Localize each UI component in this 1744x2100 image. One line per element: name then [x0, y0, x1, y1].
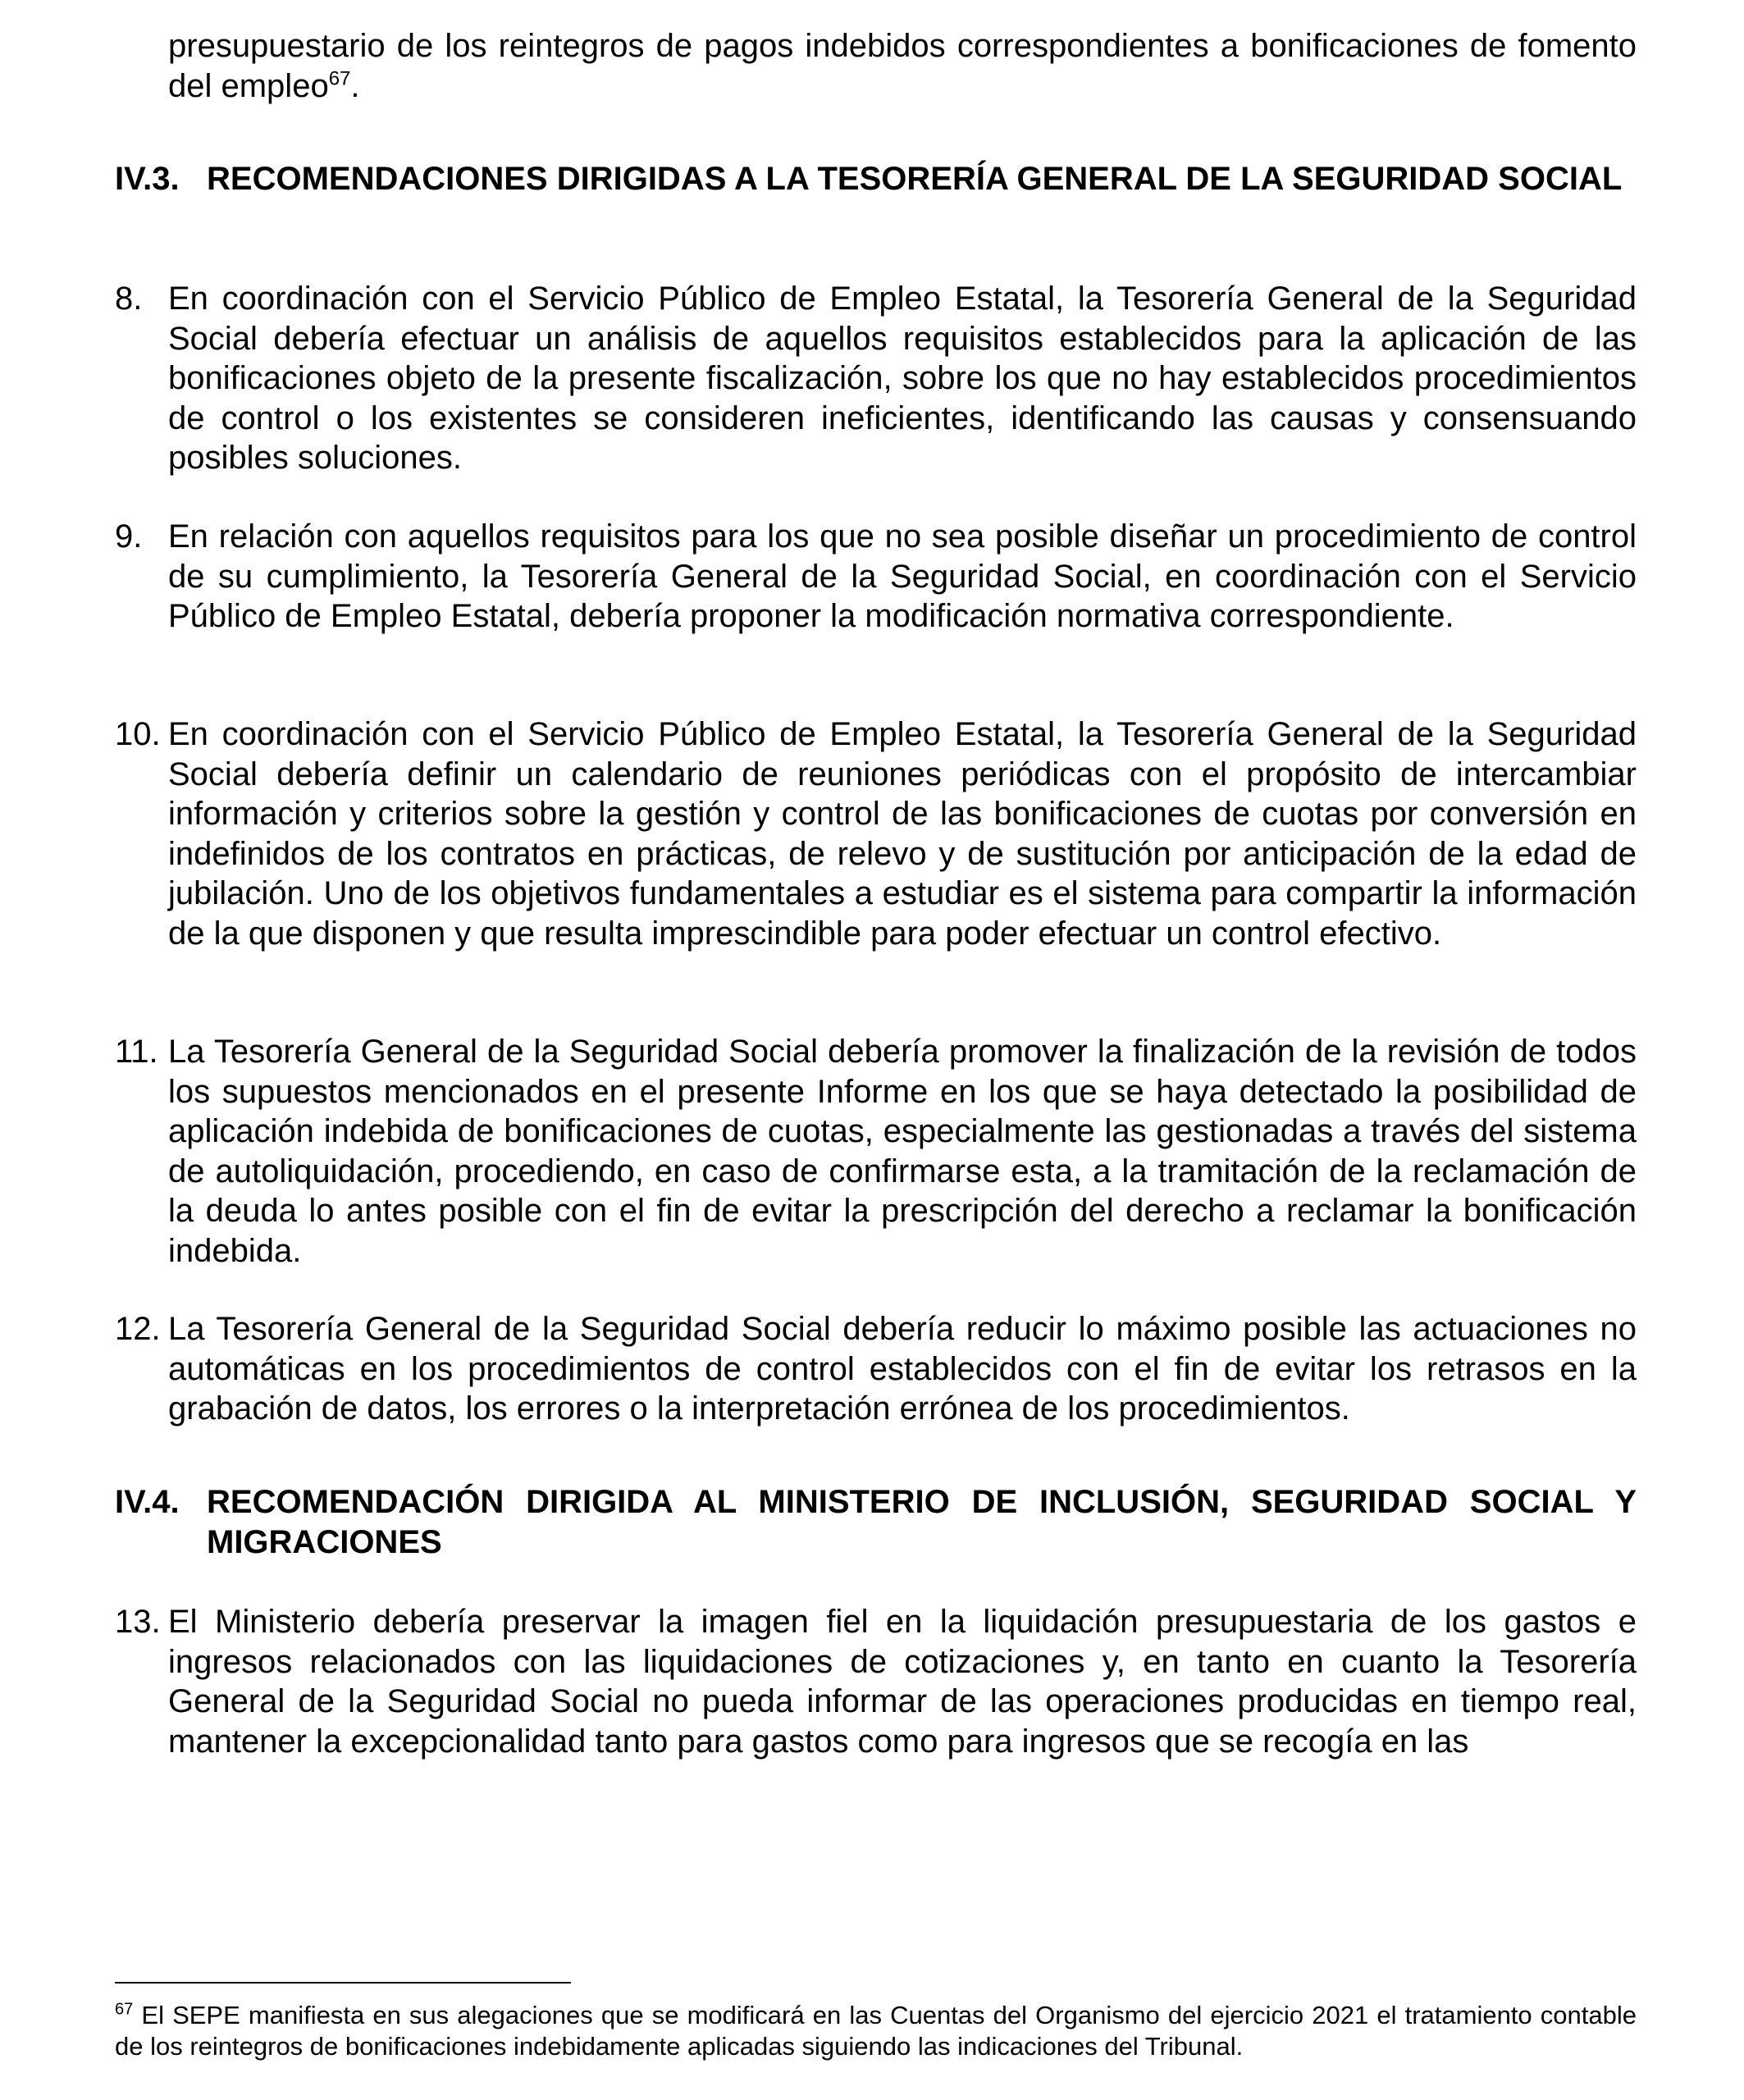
item-text: El Ministerio debería preservar la imagen fiel en la liquidación presupuestaria de los gastos e ingresos relacionados con las liquidaciones de cotizaciones y, en tanto en cuanto la Tesorería General de la Seguridad Social no pueda informar de las operaciones producidas en tiempo real, mantener la excepcionalidad tanto para gastos como para ingresos que se recogía en las: [168, 1604, 1637, 1760]
item-number: 12.: [115, 1311, 161, 1347]
continuation-paragraph: [168, 26, 1637, 106]
section-heading-iv4: [115, 1482, 1637, 1562]
recommendation-item-8: [115, 279, 1637, 478]
section-number: IV.4.: [115, 1484, 180, 1520]
recommendation-item-13: [115, 1602, 1637, 1761]
recommendation-item-9: [115, 517, 1637, 637]
item-number: 13.: [115, 1604, 161, 1640]
section-number: IV.3.: [115, 161, 180, 197]
item-number: 9.: [115, 518, 143, 555]
footnote-number: 67: [115, 2000, 134, 2019]
item-number: 8.: [115, 281, 143, 317]
item-text: La Tesorería General de la Seguridad Social debería reducir lo máximo posible las actuaciones no automáticas en los procedimientos de control establecidos con el fin de evitar los retrasos en la grabación de datos, los errores o la interpretación errónea de los procedimientos.: [168, 1311, 1637, 1427]
continuation-end: .: [350, 67, 360, 104]
item-number: 10.: [115, 716, 161, 752]
item-text: En coordinación con el Servicio Público de Empleo Estatal, la Tesorería General de la Seguridad Social debería efectuar un análisis de aquellos requisitos establecidos para la aplicación de las bonificaciones objeto de la presente fiscalización, sobre los que no hay establecidos procedimientos de control o los existentes se consideren ineficientes, identificando las causas y consensuando posibles soluciones.: [168, 281, 1637, 476]
recommendation-item-10: [115, 714, 1637, 953]
item-text: En coordinación con el Servicio Público de Empleo Estatal, la Tesorería General de la Seguridad Social debería definir un calendario de reuniones periódicas con el propósito de intercambiar información y criterios sobre la gestión y control de las bonificaciones de cuotas por conversión en indefinidos de los contratos en prácticas, de relevo y de sustitución por anticipación de la edad de jubilación. Uno de los objetivos fundamentales a estudiar es el sistema para compartir la información de la que disponen y que resulta imprescindible para poder efectuar un control efectivo.: [168, 716, 1637, 952]
footnote: [115, 2000, 1637, 2062]
recommendation-item-11: [115, 1032, 1637, 1271]
footnote-separator: [115, 1982, 571, 1984]
item-number: 11.: [115, 1034, 158, 1070]
recommendation-item-12: [115, 1309, 1637, 1429]
footnote-text: El SEPE manifiesta en sus alegaciones que se modificará en las Cuentas del Organismo del ejercicio 2021 el tratamiento contable de los reintegros de bonificaciones indebidamente aplicadas siguiendo las indicaciones del Tribunal.: [115, 2001, 1637, 2061]
section-heading-iv3: [115, 159, 1637, 199]
item-text: La Tesorería General de la Seguridad Social debería promover la finalización de la revisión de todos los supuestos mencionados en el presente Informe en los que se haya detectado la posibilidad de aplicación indebida de bonificaciones de cuotas, especialmente las gestionadas a través del sistema de autoliquidación, procediendo, en caso de confirmarse esta, a la tramitación de la reclamación de la deuda lo antes posible con el fin de evitar la prescripción del derecho a reclamar la bonificación indebida.: [168, 1034, 1637, 1269]
footnote-reference[interactable]: 67: [328, 67, 351, 90]
continuation-text: presupuestario de los reintegros de pagos indebidos correspondientes a bonificaciones de fomento del empleo: [168, 28, 1637, 104]
section-title: RECOMENDACIONES DIRIGIDAS A LA TESORERÍA GENERAL DE LA SEGURIDAD SOCIAL: [207, 161, 1623, 197]
section-title: RECOMENDACIÓN DIRIGIDA AL MINISTERIO DE INCLUSIÓN, SEGURIDAD SOCIAL Y MIGRACIONES: [207, 1484, 1637, 1560]
item-text: En relación con aquellos requisitos para los que no sea posible diseñar un procedimiento de control de su cumplimiento, la Tesorería General de la Seguridad Social, en coordinación con el Servicio Público de Empleo Estatal, debería proponer la modificación normativa correspondiente.: [168, 518, 1637, 634]
